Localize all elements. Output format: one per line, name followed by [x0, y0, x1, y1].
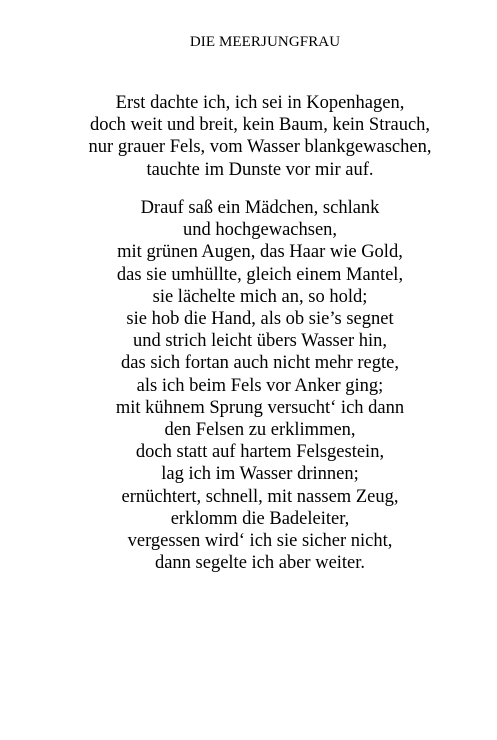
poem-line: mit kühnem Sprung versucht‘ ich dann: [115, 397, 405, 418]
poem-line: ernüchtert, schnell, mit nassem Zeug,: [121, 486, 399, 507]
poem-line: als ich beim Fels vor Anker ging;: [136, 375, 384, 396]
poem-line: vergessen wird‘ ich sie sicher nicht,: [127, 531, 393, 552]
poem-title: DIE MEERJUNGFRAU: [189, 34, 341, 50]
poem-line: Drauf saß ein Mädchen, schlank: [140, 198, 380, 218]
stanza-2: [0, 197, 497, 574]
poem-line: und hochgewachsen,: [182, 220, 338, 241]
poem-line: das sich fortan auch nicht mehr regte,: [121, 353, 399, 374]
poem-line: erklomm die Badeleiter,: [170, 508, 350, 529]
poem-line: tauchte im Dunste vor mir auf.: [146, 159, 374, 180]
poem-line: den Felsen zu erklimmen,: [164, 420, 356, 441]
poem-line: mit grünen Augen, das Haar wie Gold,: [117, 242, 403, 263]
poem-line: sie lächelte mich an, so hold;: [152, 286, 368, 307]
poem-line: lag ich im Wasser drinnen;: [161, 464, 359, 485]
poem-line: doch weit und breit, kein Baum, kein Strauch,: [89, 115, 431, 136]
poem-line: das sie umhüllte, gleich einem Mantel,: [116, 264, 404, 285]
poem-line: und strich leicht übers Wasser hin,: [132, 331, 388, 352]
stanza-1: [0, 92, 497, 181]
poem-line: nur grauer Fels, vom Wasser blankgewaschen,: [88, 137, 432, 158]
poem-line: dann segelte ich aber weiter.: [154, 553, 366, 574]
poem-line: sie hob die Hand, als ob sie’s segnet: [126, 309, 394, 330]
poem-line: Erst dachte ich, ich sei in Kopenhagen,: [115, 93, 405, 113]
poem-line: doch statt auf hartem Felsgestein,: [135, 442, 385, 463]
